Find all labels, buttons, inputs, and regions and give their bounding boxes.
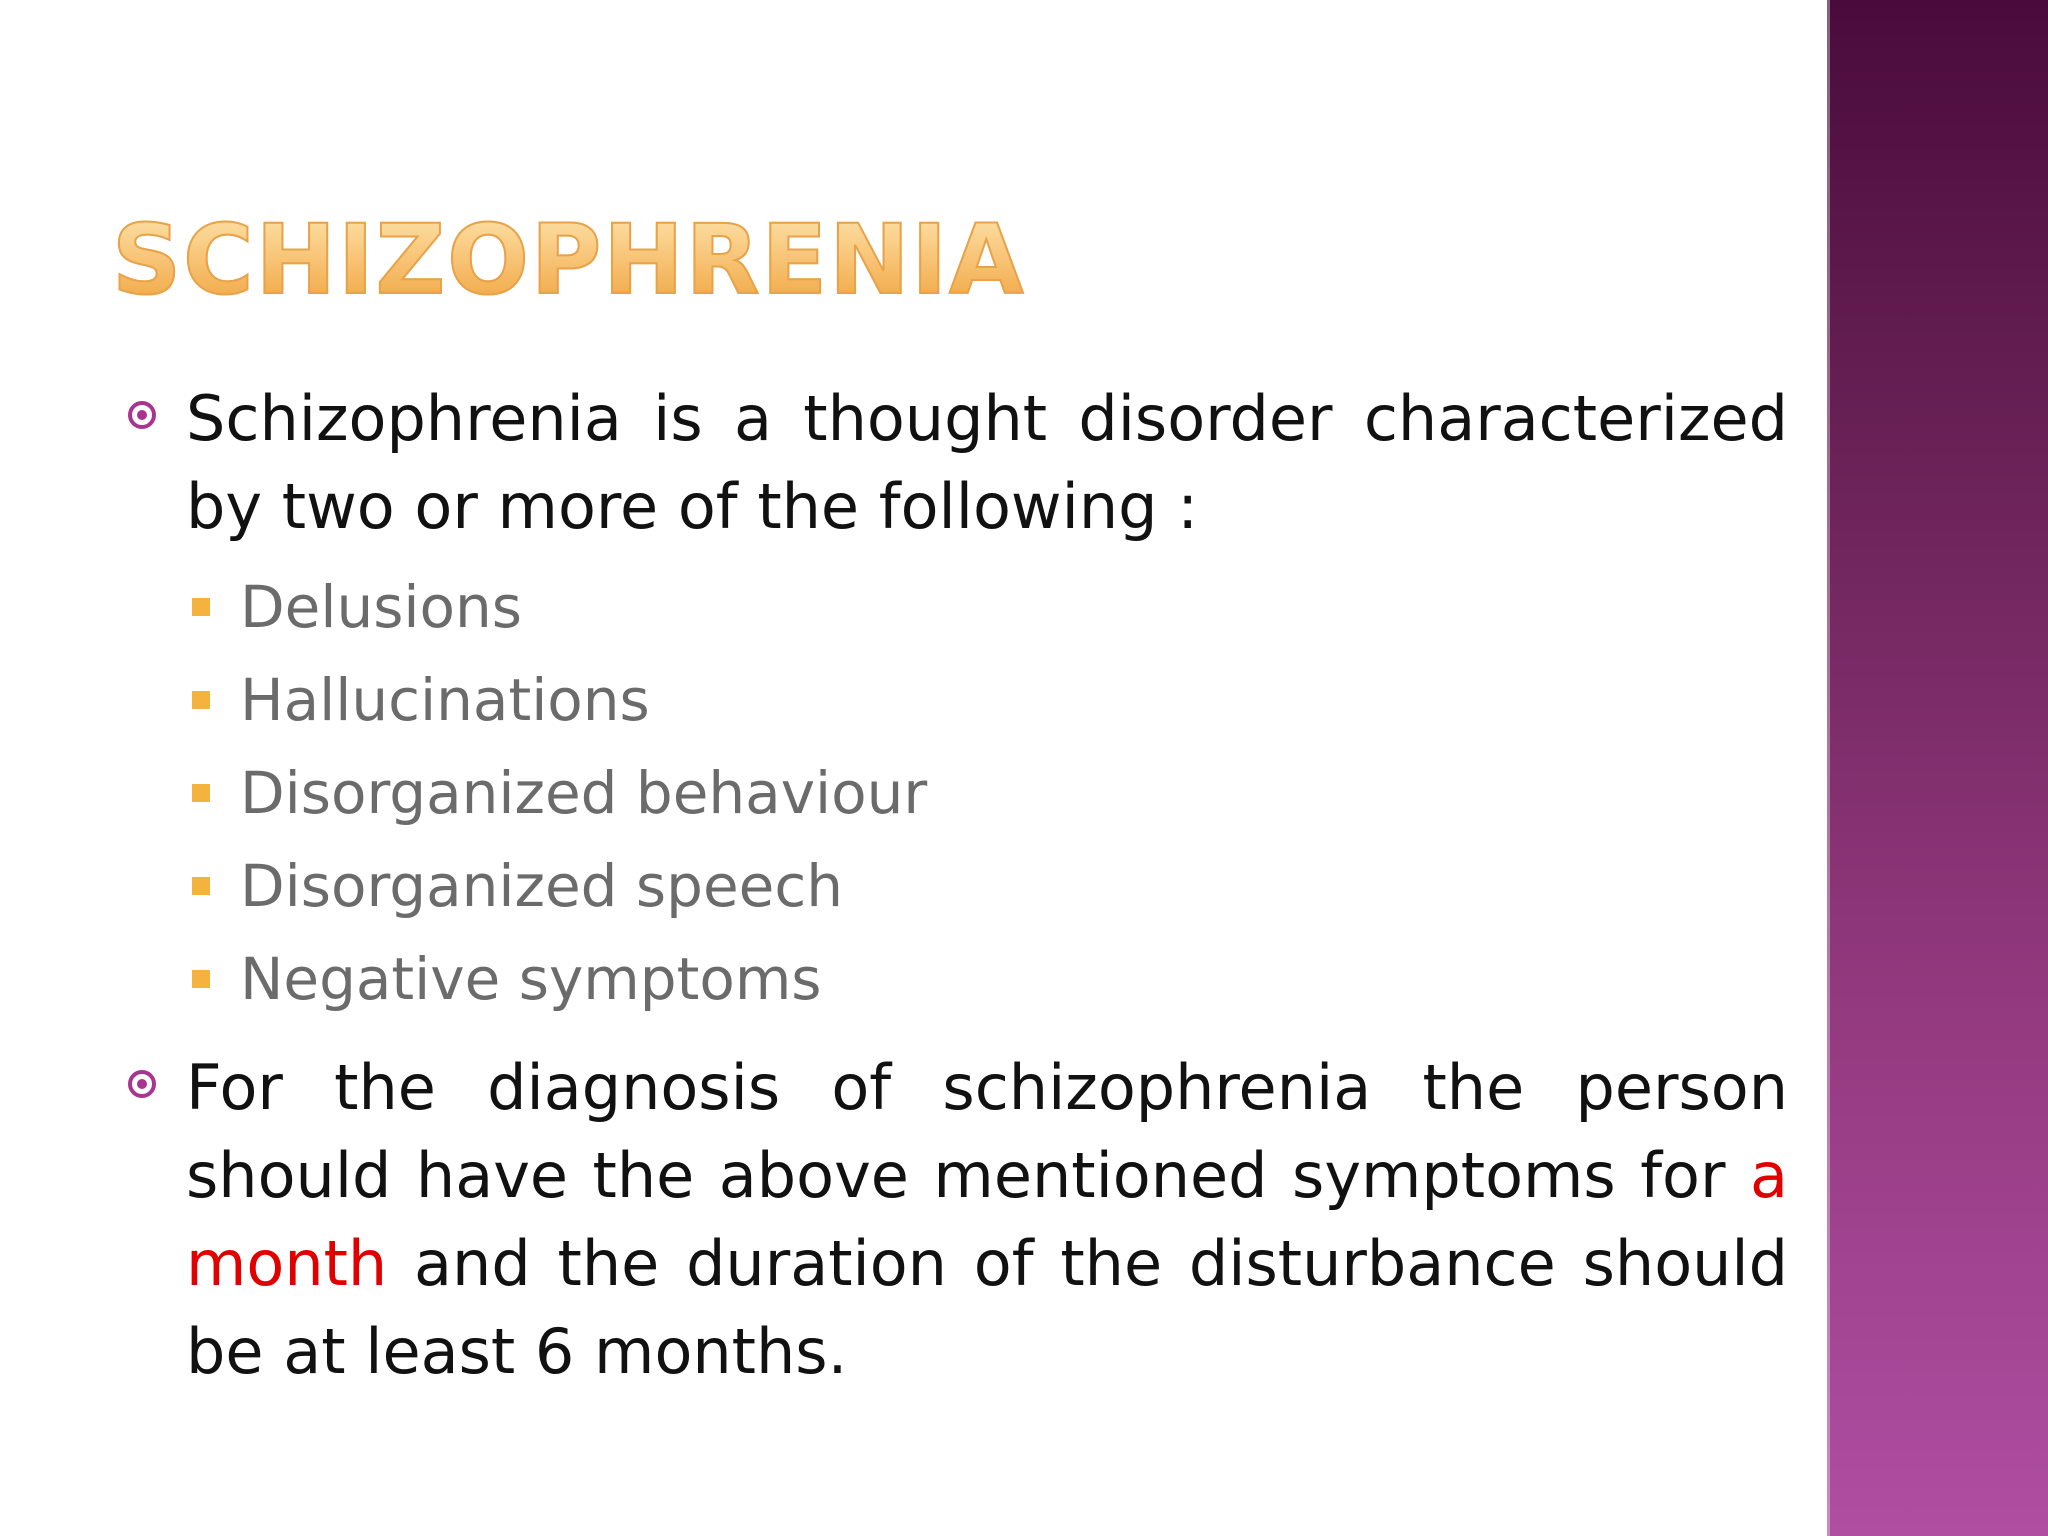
symptom-label: Hallucinations: [240, 666, 650, 734]
circle-bullet-icon: [128, 1070, 156, 1098]
list-item: [192, 840, 1788, 933]
slide-body: [128, 375, 1788, 1396]
bullet-definition-text: Schizophrenia is a thought disorder characterized by two or more of the following :: [186, 382, 1788, 543]
bullet-definition: [128, 375, 1788, 551]
square-bullet-icon: [192, 784, 210, 802]
square-bullet-icon: [192, 691, 210, 709]
list-item: [192, 561, 1788, 654]
symptom-label: Disorganized behaviour: [240, 759, 928, 827]
circle-bullet-icon: [128, 401, 156, 429]
list-item: [192, 747, 1788, 840]
symptom-list: [128, 561, 1788, 1026]
symptom-label: Negative symptoms: [240, 945, 822, 1013]
bullet-diagnosis: [128, 1044, 1788, 1396]
square-bullet-icon: [192, 598, 210, 616]
highlight-duration: a month: [186, 1139, 1788, 1300]
bullet-diagnosis-text-after: and the duration of the disturbance should be at least 6 months.: [186, 1227, 1788, 1388]
bullet-diagnosis-text-before: For the diagnosis of schizophrenia the person should have the above mentioned symptoms for: [186, 1051, 1788, 1212]
square-bullet-icon: [192, 877, 210, 895]
symptom-label: Disorganized speech: [240, 852, 843, 920]
slide-title: SCHIZOPHRENIA: [112, 204, 1026, 316]
list-item: [192, 933, 1788, 1026]
symptom-label: Delusions: [240, 573, 523, 641]
list-item: [192, 654, 1788, 747]
decorative-side-band: [1827, 0, 2048, 1536]
square-bullet-icon: [192, 970, 210, 988]
